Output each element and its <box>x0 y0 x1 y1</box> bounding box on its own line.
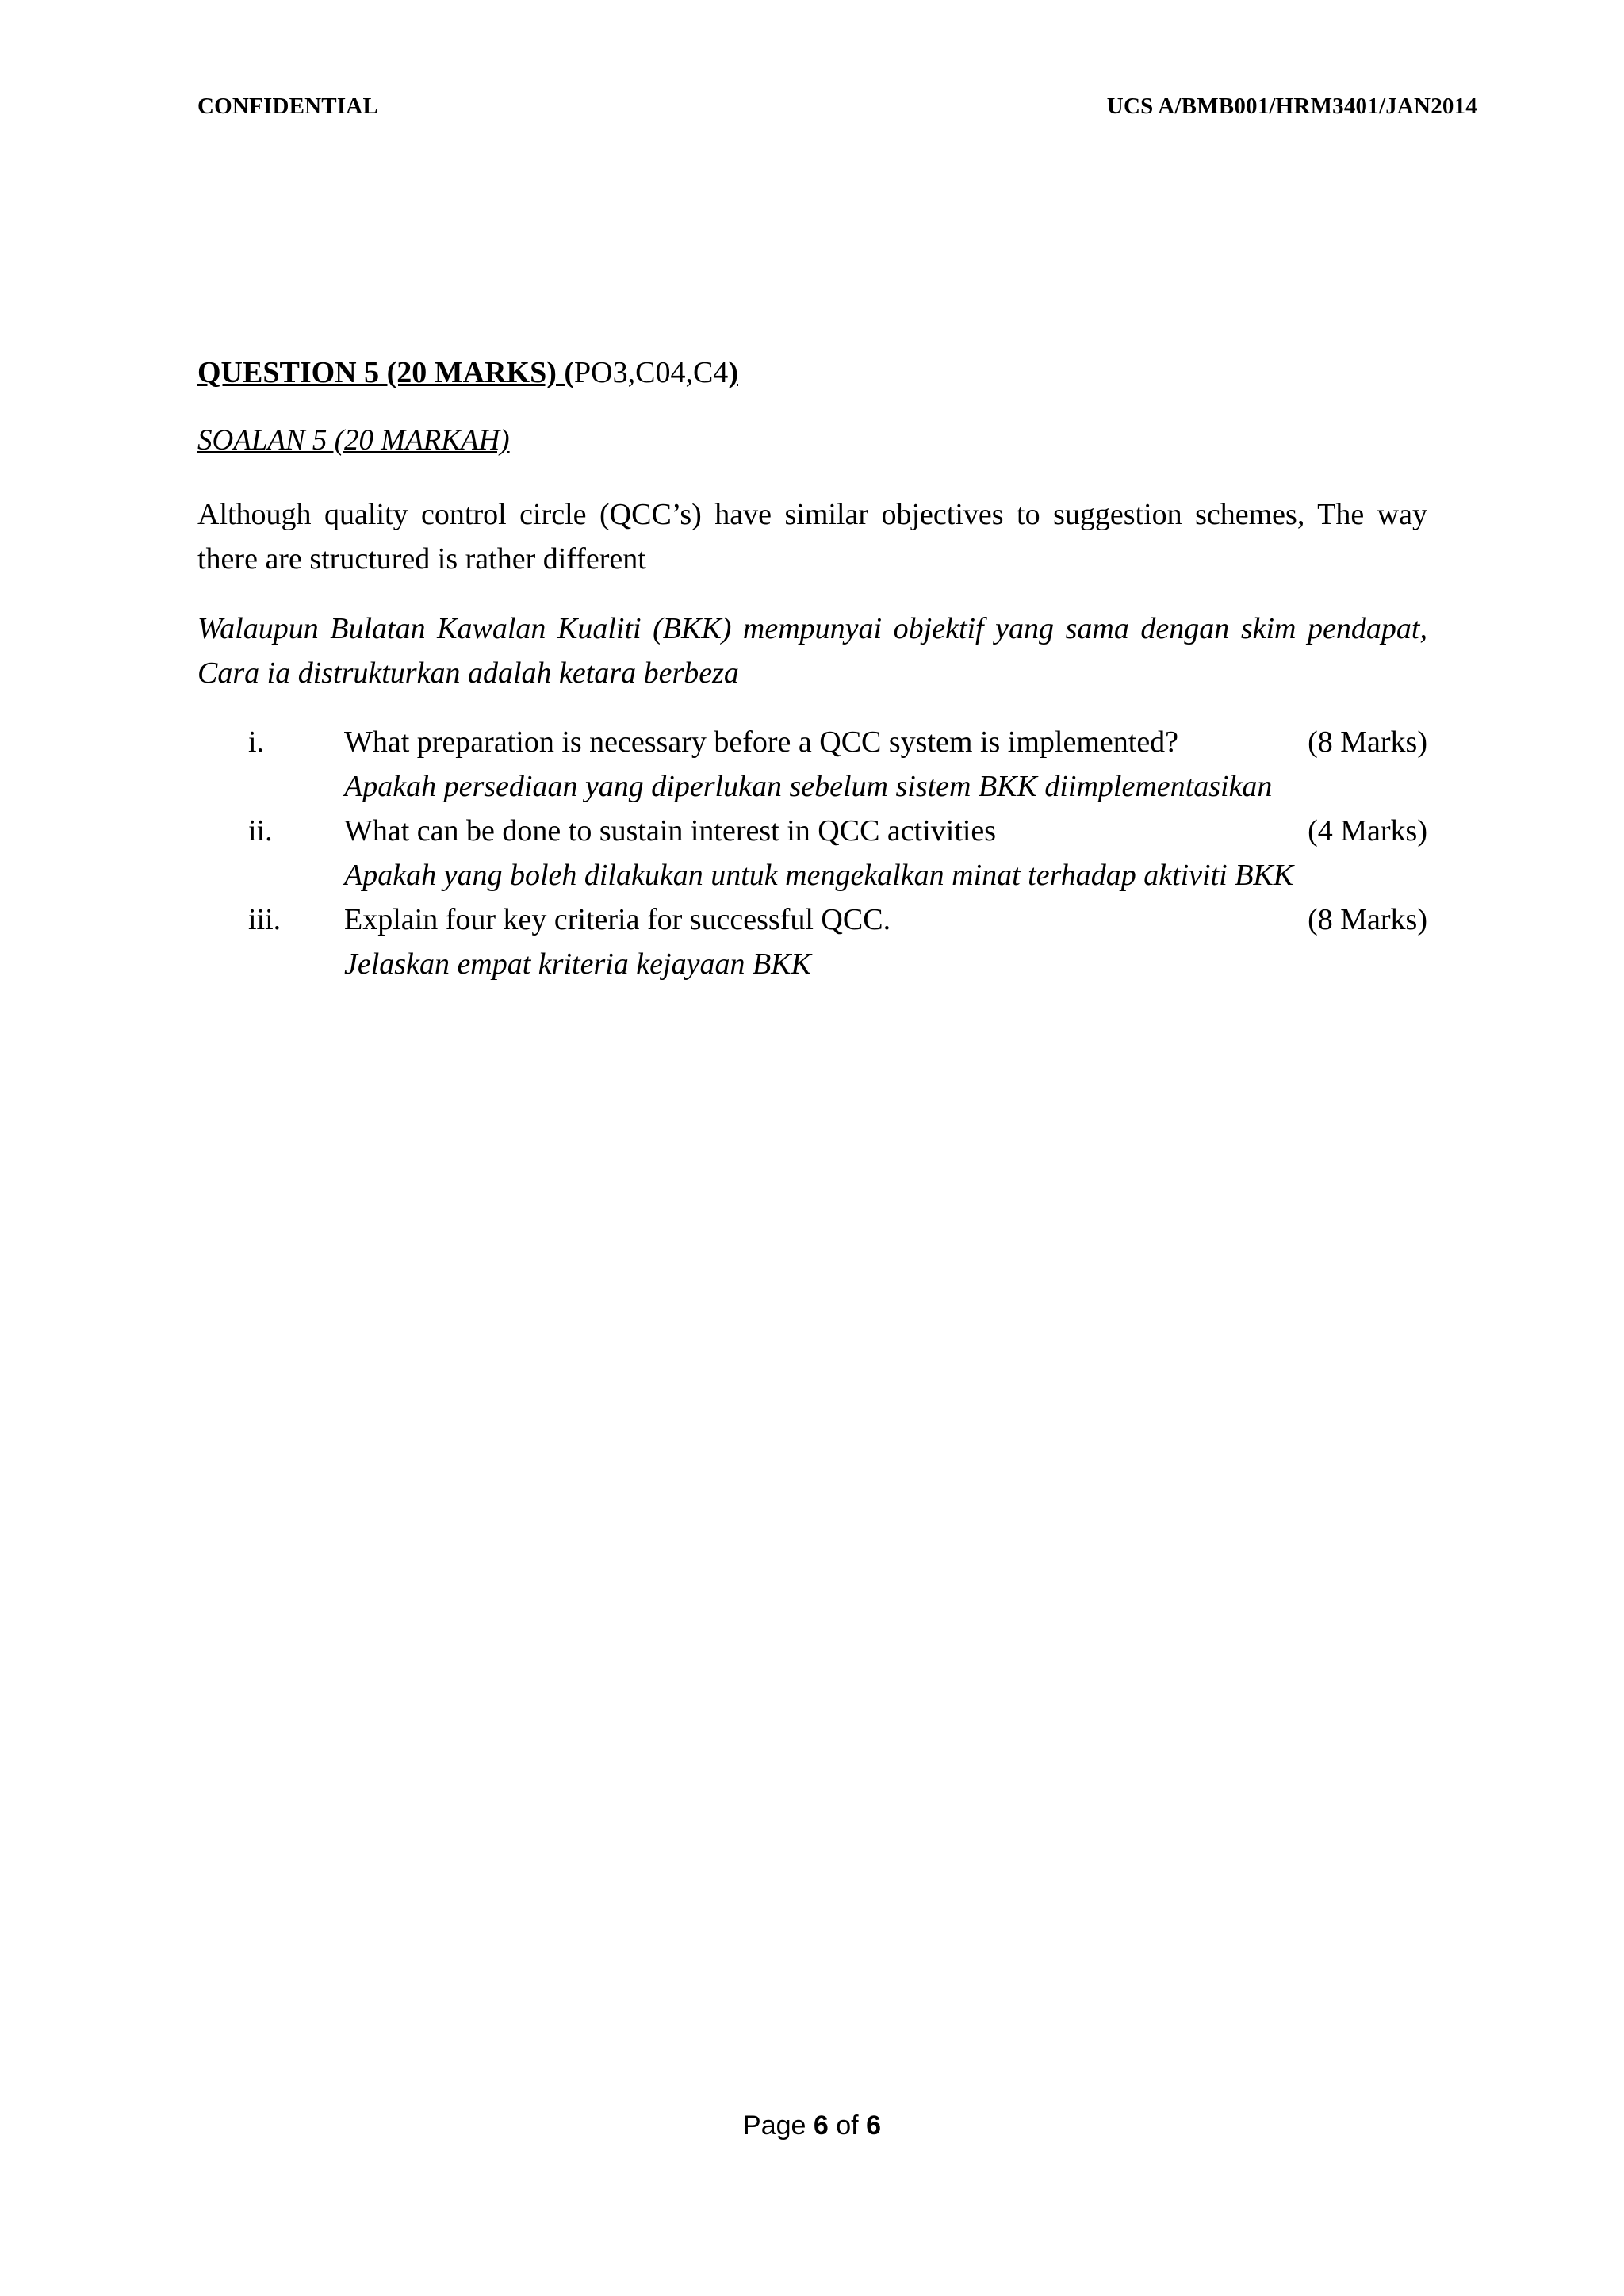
sub-question-list <box>197 720 1427 986</box>
page-number <box>0 2110 1624 2141</box>
sub-question-iii <box>197 897 1427 986</box>
page-label: Page <box>743 2110 806 2141</box>
sub-question-i <box>197 720 1427 809</box>
sub-question-malay: Jelaskan empat kriteria kejayaan BKK <box>344 947 811 981</box>
sub-question-marks: (8 Marks) <box>1308 725 1427 759</box>
question-title-main: QUESTION 5 (20 MARKS) ( <box>197 356 575 389</box>
question-title <box>197 355 738 390</box>
sub-question-marks: (8 Marks) <box>1308 903 1427 936</box>
sub-question-malay: Apakah yang boleh dilakukan untuk mengekalkan minat terhadap aktiviti BKK <box>344 859 1294 892</box>
sub-question-number: ii. <box>248 814 273 848</box>
question-title-codes: PO3,C04,C4 <box>574 356 729 389</box>
sub-question-number: i. <box>248 725 265 759</box>
of-label: of <box>836 2110 859 2141</box>
sub-question-malay: Apakah persediaan yang diperlukan sebelum sistem BKK diimplementasikan <box>344 770 1273 803</box>
question-title-close: ) <box>728 356 738 389</box>
question-intro-malay: Walaupun Bulatan Kawalan Kualiti (BKK) mempunyai objektif yang sama dengan skim pendapat, Cara ia distrukturkan adalah ketara berbeza <box>197 612 1427 690</box>
sub-question-english: What preparation is necessary before a QCC system is implemented? <box>344 725 1179 759</box>
question-title-malay: SOALAN 5 (20 MARKAH) <box>197 424 510 457</box>
sub-question-english: Explain four key criteria for successful QCC. <box>344 903 891 936</box>
sub-question-ii <box>197 809 1427 897</box>
total-pages: 6 <box>866 2110 881 2141</box>
sub-question-english: What can be done to sustain interest in QCC activities <box>344 814 997 848</box>
confidential-label: CONFIDENTIAL <box>197 94 378 119</box>
question-intro-english: Although quality control circle (QCC’s) have similar objectives to suggestion schemes, The way there are structured is rather different <box>197 498 1427 576</box>
sub-question-number: iii. <box>248 903 282 936</box>
document-code: UCS A/BMB001/HRM3401/JAN2014 <box>1106 94 1477 119</box>
sub-question-marks: (4 Marks) <box>1308 814 1427 848</box>
current-page: 6 <box>813 2110 829 2141</box>
